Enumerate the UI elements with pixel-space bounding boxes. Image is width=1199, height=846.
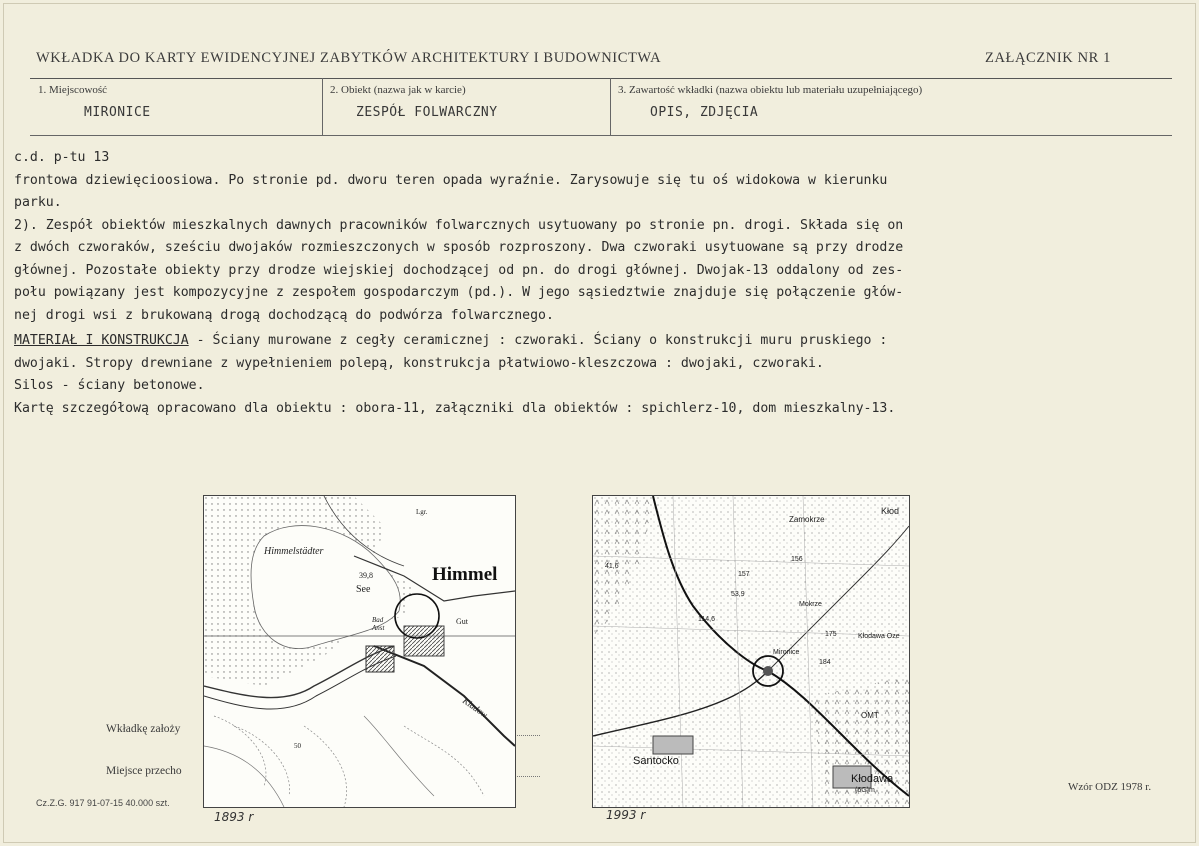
template-label: Wzór ODZ 1978 r. — [1068, 781, 1152, 793]
map2-label: 41,6 — [605, 563, 619, 570]
field-value-object: ZESPÓŁ FOLWARCZNY — [356, 105, 498, 120]
map1-label: Himmel — [432, 564, 498, 585]
map2-label: 156 — [791, 556, 803, 563]
field-label-locality: 1. Miejscowość — [38, 84, 108, 96]
map1-label: 50 — [294, 742, 301, 750]
field-value-locality: MIRONICE — [84, 105, 151, 120]
map2-label: 184 — [819, 659, 831, 666]
text-line: frontowa dziewięcioosiowa. Po stronie pd. dworu teren opada wyraźnie. Zarysowuje się tu oś widokowa w kierunku — [14, 172, 888, 188]
text-line: Silos - ściany betonowe. — [14, 378, 205, 393]
text-line: głównej. Pozostałe obiekty przy drodze wiejskiej dochodzącej od pn. do drogi głównej. Dwojak-13 oddalony od zes- — [14, 262, 904, 278]
field-value-content: OPIS, ZDJĘCIA — [650, 105, 759, 120]
document-title: WKŁADKA DO KARTY EWIDENCYJNEJ ZABYTKÓW ARCHITEKTURY I BUDOWNICTWA — [36, 50, 662, 66]
text-line: z dwóch czworaków, sześciu dwojaków rozmieszczonych w sposób rozproszony. Dwa czworaki usytuowane są przy drodze — [14, 240, 904, 255]
map2-label: Zamokrze — [789, 515, 825, 524]
description-text — [14, 147, 1179, 420]
dotted-line — [515, 735, 540, 736]
text-span: - Ściany murowane z cegły ceramicznej : czworaki. Ściany o konstrukcji muru pruskiego : — [188, 333, 888, 348]
dotted-line — [515, 776, 540, 777]
print-code: Cz.Z.G. 917 91-07-15 40.000 szt. — [36, 798, 170, 808]
map1-label: 39,8 — [359, 571, 373, 580]
text-line: połu powiązany jest kompozycyjne z zespołem gospodarczym (pd.). W jego sąsiedztwie znajduje się połączenie głów- — [14, 285, 904, 300]
map1-label: Himmelstädter — [264, 546, 324, 557]
map1-label: Gut — [456, 617, 468, 626]
text-line: dwojaki. Stropy drewniane z wypełnieniem polepą, konstrukcja płatwiowo-kleszczowa : dwojaki, czworaki. — [14, 355, 824, 371]
field-label-object: 2. Obiekt (nazwa jak w karcie) — [330, 84, 466, 96]
map1-label: Bad — [372, 616, 384, 624]
map2-label: (6G)m — [855, 787, 875, 794]
inserted-by-label: Wkładkę założy — [106, 723, 181, 735]
annex-number: ZAŁĄCZNIK NR 1 — [985, 50, 1111, 66]
field-divider — [322, 78, 323, 135]
material-heading: MATERIAŁ I KONSTRUKCJA — [14, 333, 189, 348]
storage-label: Miejsce przecho — [106, 765, 182, 777]
text-line: parku. — [14, 195, 62, 210]
historical-map-1993 — [592, 495, 910, 808]
map1-label: Anst — [372, 624, 385, 632]
map1-label: Lgr. — [416, 508, 428, 516]
text-line: c.d. p-tu 13 — [14, 150, 110, 165]
map2-label: Kłodawa — [851, 773, 894, 785]
historical-map-1893 — [203, 495, 516, 808]
text-line: nej drogi wsi z brukowaną drogą dochodzącą do podwórza folwarcznego. — [14, 307, 554, 323]
map2-label: 157 — [738, 571, 750, 578]
map2-label: Kłodawa Oze — [858, 633, 900, 640]
material-line — [14, 330, 1179, 353]
field-label-content: 3. Zawartość wkładki (nazwa obiektu lub materiału uzupełniającego) — [618, 84, 923, 96]
map1-label: Kladow — [460, 695, 490, 720]
fields-top-rule — [30, 78, 1172, 79]
map2-label: 53,9 — [731, 591, 745, 598]
fields-bottom-rule — [30, 135, 1172, 136]
text-line: Kartę szczegółową opracowano dla obiektu : obora-11, załączniki dla obiektów : spichlerz-10, dom mieszkalny-13. — [14, 400, 896, 416]
map1-year-handwritten: 1893 r — [214, 810, 254, 824]
text-line: 2). Zespół obiektów mieszkalnych dawnych pracowników folwarcznych usytuowany po stronie pn. drogi. Składa się on — [14, 217, 904, 233]
map2-label: Mokrze — [799, 601, 822, 608]
map2-label: Santocko — [633, 755, 679, 767]
map2-label: Mironice — [773, 649, 800, 656]
map2-year-handwritten: 1993 r — [606, 808, 646, 822]
map1-label: See — [356, 584, 371, 595]
map2-label: OMT — [861, 711, 879, 720]
map2-label: 175 — [825, 631, 837, 638]
field-divider — [610, 78, 611, 135]
map2-label: 114,6 — [698, 616, 715, 623]
map2-label: Kłod — [881, 506, 900, 516]
